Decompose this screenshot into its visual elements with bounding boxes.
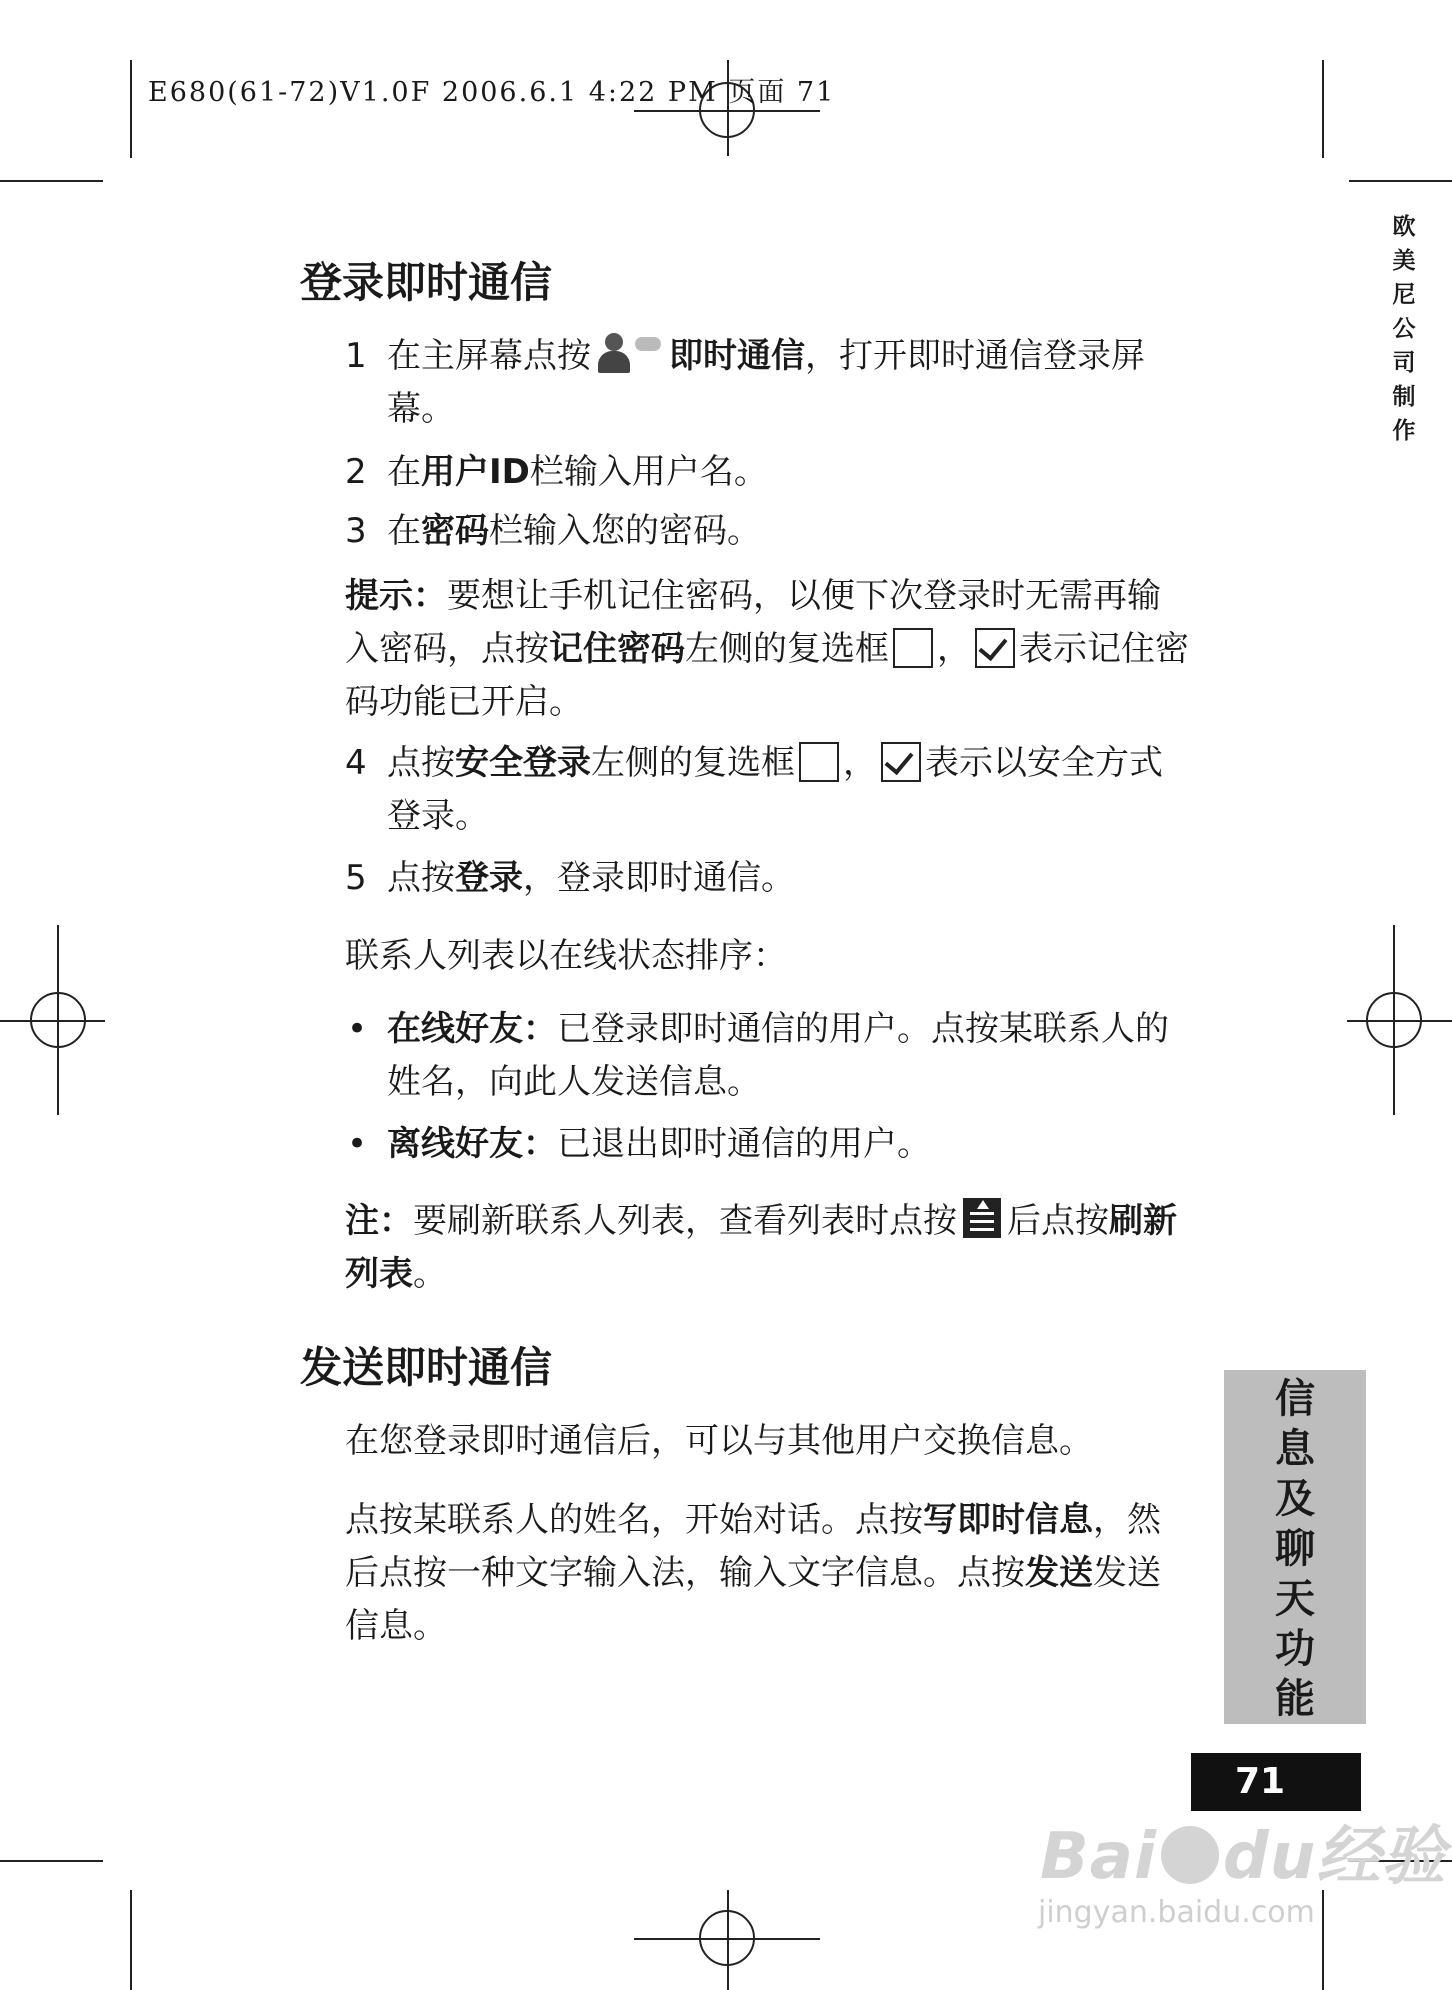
step-4: 4 点按安全登录左侧的复选框 ， 表示以安全方式登录。 <box>345 737 1190 843</box>
brand-char: 制 <box>1392 384 1416 410</box>
checkbox-unchecked-icon <box>893 628 933 668</box>
step-number: 3 <box>345 511 367 551</box>
chapter-char: 能 <box>1275 1676 1315 1722</box>
step-number: 5 <box>345 858 367 898</box>
contacts-intro: 联系人列表以在线状态排序： <box>345 936 787 976</box>
crop-mark <box>130 1890 132 1990</box>
section-title-login: 登录即时通信 <box>300 258 553 307</box>
chapter-char: 功 <box>1275 1626 1315 1672</box>
tip-label: 提示： <box>345 576 447 616</box>
step-2: 2 在用户ID栏输入用户名。 <box>345 446 1190 499</box>
chapter-char: 聊 <box>1275 1526 1315 1572</box>
crop-mark <box>1322 1890 1324 1990</box>
step-number: 2 <box>345 452 367 492</box>
print-header: E680(61-72)V1.0F 2006.6.1 4:22 PM 页面 71 <box>148 77 836 108</box>
brand-char: 欧 <box>1392 214 1416 240</box>
step-number: 4 <box>345 743 367 783</box>
brand-char: 司 <box>1392 350 1416 376</box>
crop-mark <box>130 60 132 158</box>
chapter-char: 天 <box>1275 1576 1315 1622</box>
checkbox-checked-icon <box>975 628 1015 668</box>
bullet-offline: • 离线好友：已退出即时通信的用户。 <box>345 1118 1190 1171</box>
tip-paragraph: 提示：要想让手机记住密码，以便下次登录时无需再输入密码，点按记住密码左侧的复选框 ， 表示记住密码功能已开启。 <box>345 576 1189 722</box>
bullet-dot: • <box>347 1009 368 1049</box>
bullet-dot: • <box>347 1124 368 1164</box>
brand-char: 美 <box>1392 248 1416 274</box>
send-paragraph-1: 在您登录即时通信后，可以与其他用户交换信息。 <box>345 1421 1093 1461</box>
brand-char: 作 <box>1392 418 1416 444</box>
chapter-char: 信 <box>1275 1376 1315 1422</box>
checkbox-checked-icon <box>881 742 921 782</box>
registration-mark <box>699 1910 755 1966</box>
im-person-icon <box>595 331 665 375</box>
bullet-online: • 在线好友：已登录即时通信的用户。点按某联系人的姓名，向此人发送信息。 <box>345 1003 1190 1109</box>
step-number: 1 <box>345 336 367 376</box>
send-paragraph-2: 点按某联系人的姓名，开始对话。点按写即时信息，然后点按一种文字输入法，输入文字信息。点按发送发送信息。 <box>345 1500 1161 1646</box>
note-paragraph: 注：要刷新联系人列表，查看列表时点按 后点按刷新列表。 <box>345 1195 1190 1301</box>
registration-mark <box>1366 992 1422 1048</box>
menu-icon <box>963 1198 1001 1238</box>
crop-mark <box>0 1860 103 1862</box>
brand-char: 公 <box>1392 316 1416 342</box>
step-3: 3 在密码栏输入您的密码。 <box>345 505 1190 558</box>
chapter-char: 及 <box>1275 1476 1315 1522</box>
crop-mark <box>0 180 103 182</box>
brand-vertical-text <box>1386 210 1422 448</box>
checkbox-unchecked-icon <box>799 742 839 782</box>
page-number: 71 <box>1191 1753 1361 1811</box>
paw-icon <box>1161 1826 1219 1884</box>
crop-mark <box>1322 60 1324 158</box>
chapter-char: 息 <box>1275 1426 1315 1472</box>
brand-char: 尼 <box>1392 282 1416 308</box>
registration-mark <box>30 992 86 1048</box>
note-label: 注： <box>345 1201 413 1241</box>
watermark-url: jingyan.baidu.com <box>1038 1895 1315 1930</box>
chapter-tab <box>1224 1370 1366 1724</box>
watermark-logo: Bai du经验 <box>1040 1820 1447 1894</box>
step-5: 5 点按登录，登录即时通信。 <box>345 852 1190 905</box>
crop-mark <box>1349 180 1452 182</box>
step-1: 1 在主屏幕点按 即时通信，打开即时通信登录屏幕。 <box>345 330 1190 436</box>
section-title-send: 发送即时通信 <box>300 1343 553 1392</box>
